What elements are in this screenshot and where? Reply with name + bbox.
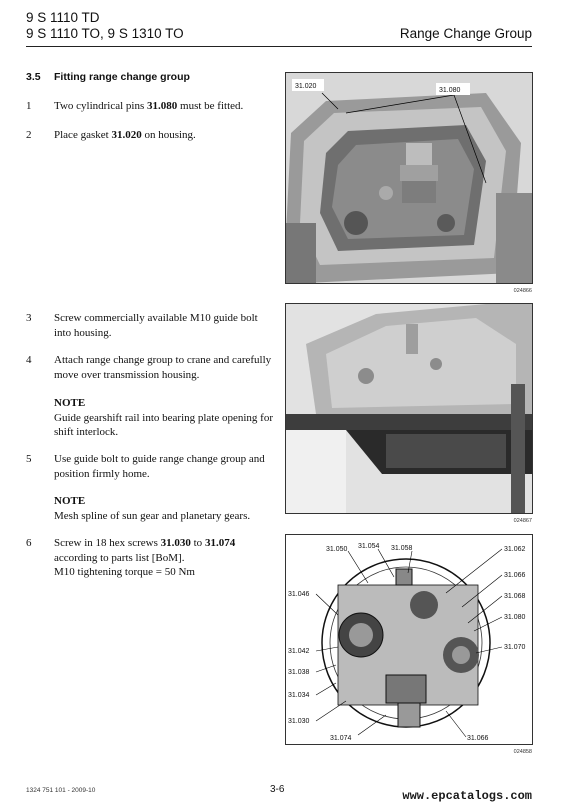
callout-label: 31.050 [326, 546, 348, 553]
figure-code: 024858 [513, 749, 532, 755]
step-1 [26, 99, 276, 114]
callout-label: 31.030 [288, 718, 310, 725]
step-4 [26, 353, 276, 382]
figure-screw-layout [285, 534, 533, 745]
step-text-part: Screw in 18 hex screws [54, 537, 161, 549]
step-text: Attach range change group to crane and carefully move over transmission housing. [54, 354, 272, 381]
section-heading [26, 71, 190, 83]
note-text: Guide gearshift rail into bearing plate opening for shift interlock. [54, 411, 274, 438]
model-line-1: 9 S 1110 TD [26, 10, 100, 25]
step-text: Use guide bolt to guide range change group and position firmly home. [54, 453, 265, 480]
callout-label: 31.070 [504, 644, 526, 651]
note-heading: NOTE [54, 397, 86, 409]
note-1 [54, 396, 274, 440]
step-5 [26, 452, 276, 481]
step-number: 5 [26, 453, 32, 465]
figure-housing-gasket [285, 72, 533, 284]
callout-label: 31.066 [504, 572, 526, 579]
note-2 [54, 494, 274, 523]
section-number: 3.5 [26, 71, 41, 83]
callout-label: 31.074 [330, 735, 352, 742]
step-text [54, 536, 276, 580]
part-number: 31.020 [111, 129, 142, 141]
step-text-part: Two cylindrical pins [54, 100, 148, 112]
step-text-part: on housing. [141, 129, 196, 141]
step-text [54, 128, 276, 143]
part-number: 31.074 [204, 537, 236, 549]
callout-label: 31.068 [504, 593, 526, 600]
callout-label: 31.020 [295, 83, 317, 90]
part-number: 31.080 [147, 100, 178, 112]
step-3 [26, 311, 276, 340]
step-number: 4 [26, 354, 32, 366]
header-section-title: Range Change Group [399, 26, 532, 41]
callout-label: 31.080 [439, 87, 461, 94]
callout-label: 31.080 [504, 614, 526, 621]
step-number: 6 [26, 537, 32, 549]
callout-label: 31.054 [358, 543, 380, 550]
step-text [54, 99, 276, 114]
callout-label: 31.066 [467, 735, 489, 742]
step-text-part: Place gasket [54, 129, 112, 141]
note-heading: NOTE [54, 495, 86, 507]
step-text-part: must be fitted. [177, 100, 244, 112]
figure-range-group-mounting [285, 303, 533, 514]
callout-label: 31.058 [391, 545, 413, 552]
step-text-part: to [190, 537, 205, 549]
figure-code: 024866 [513, 288, 532, 294]
note-text: Mesh spline of sun gear and planetary gears. [54, 509, 251, 522]
housing-photo [286, 73, 533, 284]
step-6 [26, 536, 276, 580]
watermark: www.epcatalogs.com [402, 789, 532, 803]
header-divider [26, 46, 532, 47]
step-2 [26, 128, 276, 143]
figure-code: 024867 [513, 518, 532, 524]
model-line-2: 9 S 1110 TO, 9 S 1310 TO [26, 26, 184, 41]
callout-label: 31.034 [288, 692, 310, 699]
page-number: 3-6 [270, 784, 285, 795]
callout-label: 31.038 [288, 669, 310, 676]
callout-label: 31.042 [288, 648, 310, 655]
step-number: 3 [26, 312, 32, 324]
step-text: Screw commercially available M10 guide bolt into housing. [54, 312, 258, 339]
document-reference: 1324 751 101 - 2009-10 [26, 787, 96, 794]
section-title: Fitting range change group [54, 71, 190, 83]
callout-label: 31.062 [504, 546, 526, 553]
step-number: 1 [26, 100, 32, 112]
screw-layout-drawing [286, 535, 533, 745]
header-model [26, 10, 184, 42]
part-number: 31.030 [160, 537, 191, 549]
callout-label: 31.046 [288, 591, 310, 598]
step-number: 2 [26, 129, 32, 141]
mounting-photo [286, 304, 533, 514]
torque-spec: M10 tightening torque = 50 Nm [54, 566, 195, 578]
step-text-part: according to parts list [BoM]. [54, 551, 185, 564]
